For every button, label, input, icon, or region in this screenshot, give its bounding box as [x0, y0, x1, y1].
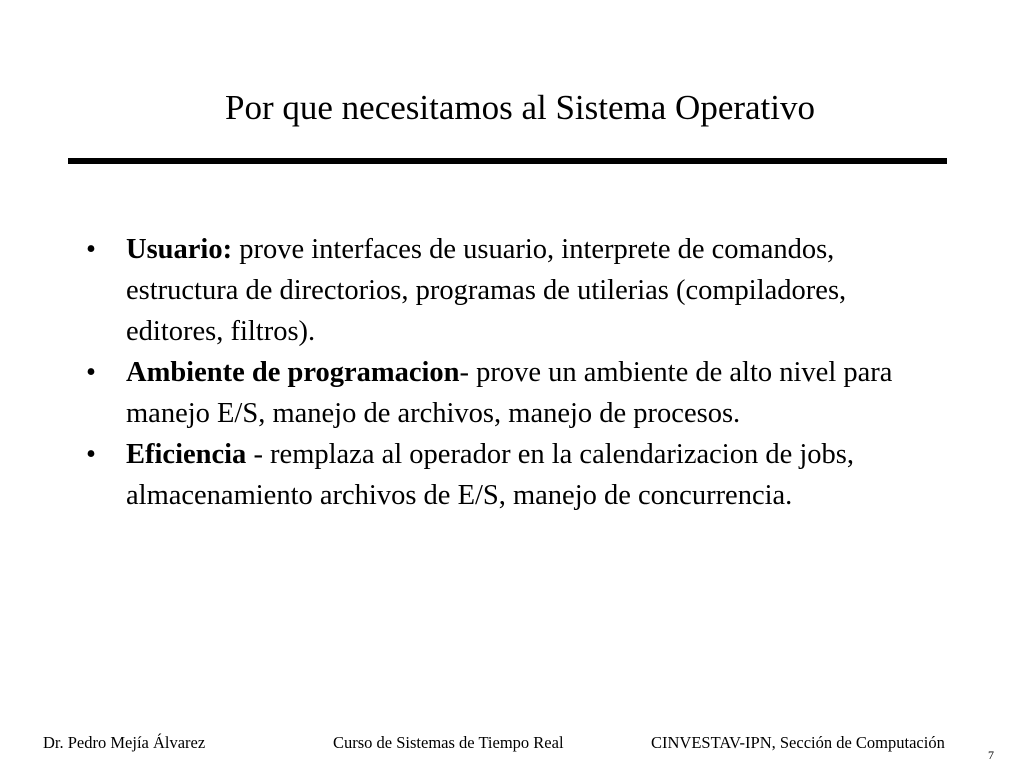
bullet-term: Eficiencia: [126, 439, 247, 470]
bullet-item-eficiencia: [86, 434, 946, 516]
bullet-item-usuario: [86, 229, 946, 352]
bullet-text: - prove un ambiente de alto nivel para manejo E/S, manejo de archivos, manejo de procesos.: [126, 357, 893, 429]
footer-course: Curso de Sistemas de Tiempo Real: [333, 733, 564, 752]
bullet-term: Ambiente de programacion: [126, 357, 460, 388]
bullet-icon: •: [86, 234, 96, 265]
bullet-text: prove interfaces de usuario, interprete de comandos, estructura de directorios, programas de utilerias (compiladores, editores, filtros).: [126, 234, 847, 347]
bullet-item-ambiente: [86, 352, 946, 434]
bullet-text: - remplaza al operador en la calendarizacion de jobs, almacenamiento archivos de E/S, manejo de concurrencia.: [126, 439, 854, 511]
page-number: 7: [988, 748, 994, 762]
title-divider: [68, 158, 947, 164]
bullet-term: Usuario:: [126, 234, 233, 265]
footer-institution: CINVESTAV-IPN, Sección de Computación: [651, 733, 945, 752]
bullet-list: [86, 229, 946, 516]
footer-author: Dr. Pedro Mejía Álvarez: [43, 733, 206, 752]
bullet-icon: •: [86, 357, 96, 388]
slide-title: Por que necesitamos al Sistema Operativo: [225, 88, 815, 127]
bullet-icon: •: [86, 439, 96, 470]
